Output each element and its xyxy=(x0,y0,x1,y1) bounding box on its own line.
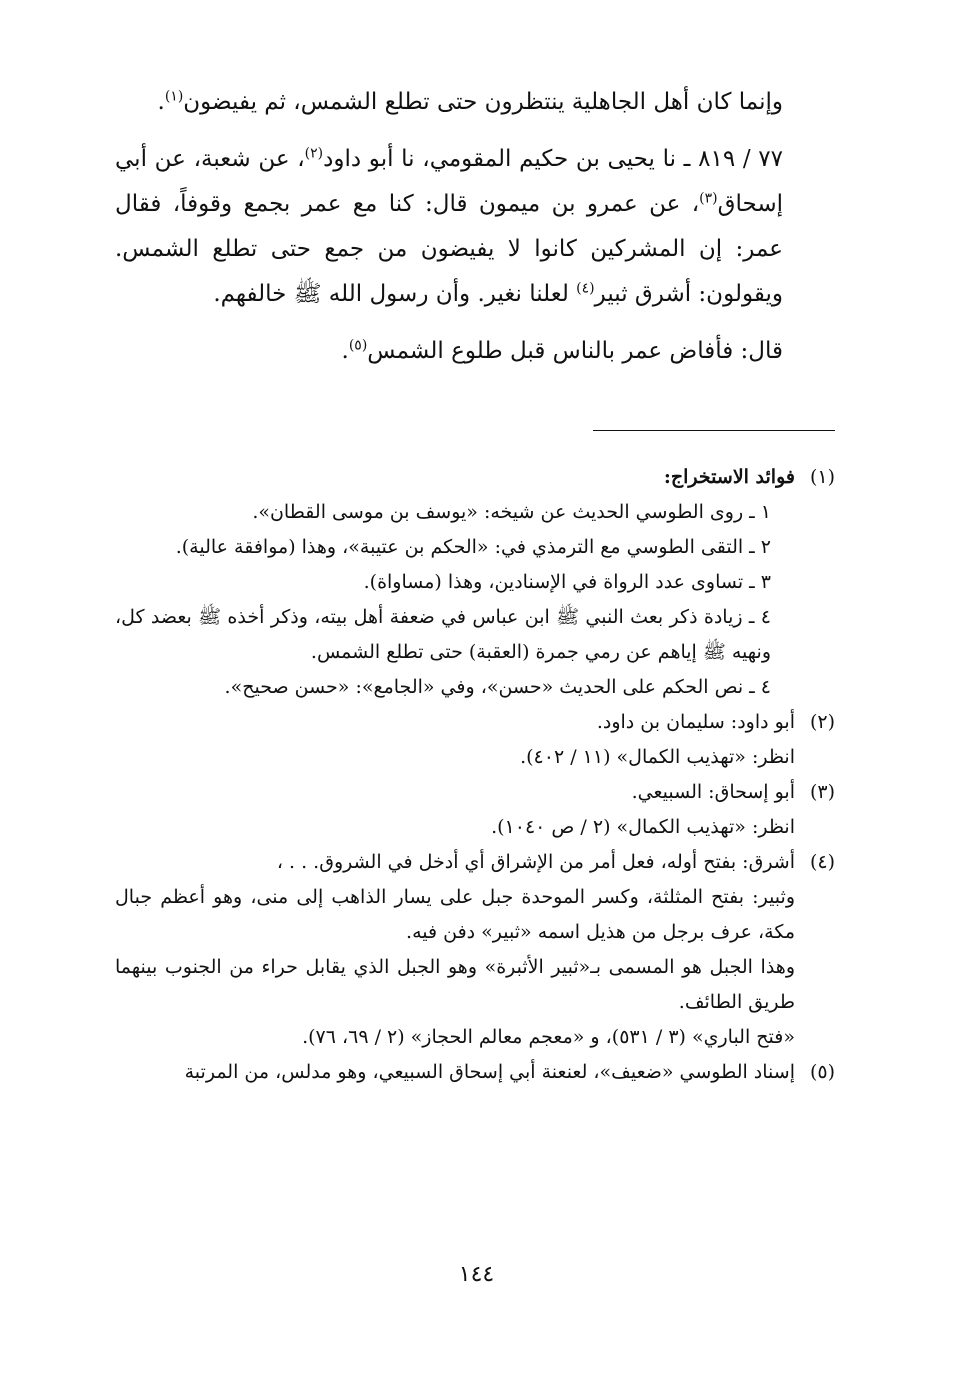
footnote-paragraph: وثبير: بفتح المثلثة، وكسر الموحدة جبل على يسار الذاهب إلى منى، وهو أعظم جبال مكة، عرف برجل من هذيل اسمه «ثبير» دفن فيه. xyxy=(115,886,795,943)
footnote-text: أبو داود: سليمان بن داود. xyxy=(596,711,795,733)
hadith-paragraph: ٧٧ / ٨١٩ ـ نا يحيى بن حكيم المقومي، نا أبو داود$^{(٢)}$، عن شعبة، عن أبي إسحاق$^{(٣)}$، عن عمرو بن ميمون قال: كنا مع عمر بجمع وقوفاً، فقال عمر: إن المشركين كانوا لا يفيضون من جمع حتى تطلع الشمس. ويقولون: أشرق ثبير$^{(٤)}$ لعلنا نغير. وأن رسول الله ﷺ خالفهم. xyxy=(115,145,784,307)
qala-line: قال: فأفاض عمر بالناس قبل طلوع الشمس$^{(٥)}$. xyxy=(341,337,783,364)
footnote-text: إسناد الطوسي «ضعيف»، لعنعنة أبي إسحاق السبيعي، وهو مدلس، من المرتبة xyxy=(184,1061,795,1083)
footnote-title: فوائد الاستخراج: xyxy=(663,466,795,488)
footnote-number: (٢) xyxy=(809,711,835,733)
footnote-reference: «فتح الباري» (٣ / ٥٣١)، و «معجم معالم الحجاز» (٢ / ٦٩، ٧٦). xyxy=(302,1026,795,1048)
list-item: ١ ـ روى الطوسي الحديث عن شيخه: «يوسف بن موسى القطان». xyxy=(252,501,771,523)
footnote-reference: انظر: «تهذيب الكمال» (٢ / ص ١٠٤٠). xyxy=(491,816,795,838)
footnote-number: (١) xyxy=(809,466,835,488)
footnotes xyxy=(115,460,835,1090)
page-number: ١٤٤ xyxy=(458,1262,495,1287)
list-item: ٤ ـ نص الحكم على الحديث «حسن»، وفي «الجامع»: «حسن صحيح». xyxy=(224,676,771,698)
list-item: ٤ ـ زيادة ذكر بعث النبي ﷺ ابن عباس في ضعفة أهل بيته، وذكر أخذه ﷺ بعضد كل، ونهيه ﷺ إياهم عن رمي جمرة (العقبة) حتى تطلع الشمس. xyxy=(115,606,771,663)
footnote-text: أشرق: بفتح أوله، فعل أمر من الإشراق أي أدخل في الشروق. . . ، xyxy=(276,851,795,873)
footnote-paragraph: وهذا الجبل هو المسمى بـ«ثبير الأثبرة» وهو الجبل الذي يقابل حراء من الجنوب بينهما طريق الطائف. xyxy=(115,956,795,1013)
footnote-ref-5[interactable]: (٥) xyxy=(348,337,368,354)
list-item: ٣ ـ تساوى عدد الرواة في الإسنادين، وهذا (مساواة). xyxy=(363,571,771,593)
footnote-number: (٥) xyxy=(809,1061,835,1083)
footnote-ref-4[interactable]: (٤) xyxy=(576,280,595,297)
footnote-4 xyxy=(115,845,835,880)
footnote-3 xyxy=(115,775,835,810)
footnote-1 xyxy=(115,460,835,495)
main-text xyxy=(115,80,835,374)
footnote-number: (٤) xyxy=(809,851,835,873)
footnote-text: أبو إسحاق: السبيعي. xyxy=(631,781,795,803)
footnote-5 xyxy=(115,1055,835,1090)
footnote-2 xyxy=(115,705,835,740)
footnote-separator xyxy=(593,430,835,431)
list-item: ٢ ـ التقى الطوسي مع الترمذي في: «الحكم بن عتيبة»، وهذا (موافقة عالية). xyxy=(175,536,771,558)
footnote-reference: انظر: «تهذيب الكمال» (١١ / ٤٠٢). xyxy=(520,746,795,768)
footnote-number: (٣) xyxy=(809,781,835,803)
footnote-ref-1[interactable]: (١) xyxy=(164,88,184,105)
intro-line: وإنما كان أهل الجاهلية ينتظرون حتى تطلع الشمس، ثم يفيضون$^{(١)}$. xyxy=(157,88,783,115)
footnote-ref-3[interactable]: (٣) xyxy=(699,190,718,207)
footnote-ref-2[interactable]: (٢) xyxy=(304,145,324,162)
